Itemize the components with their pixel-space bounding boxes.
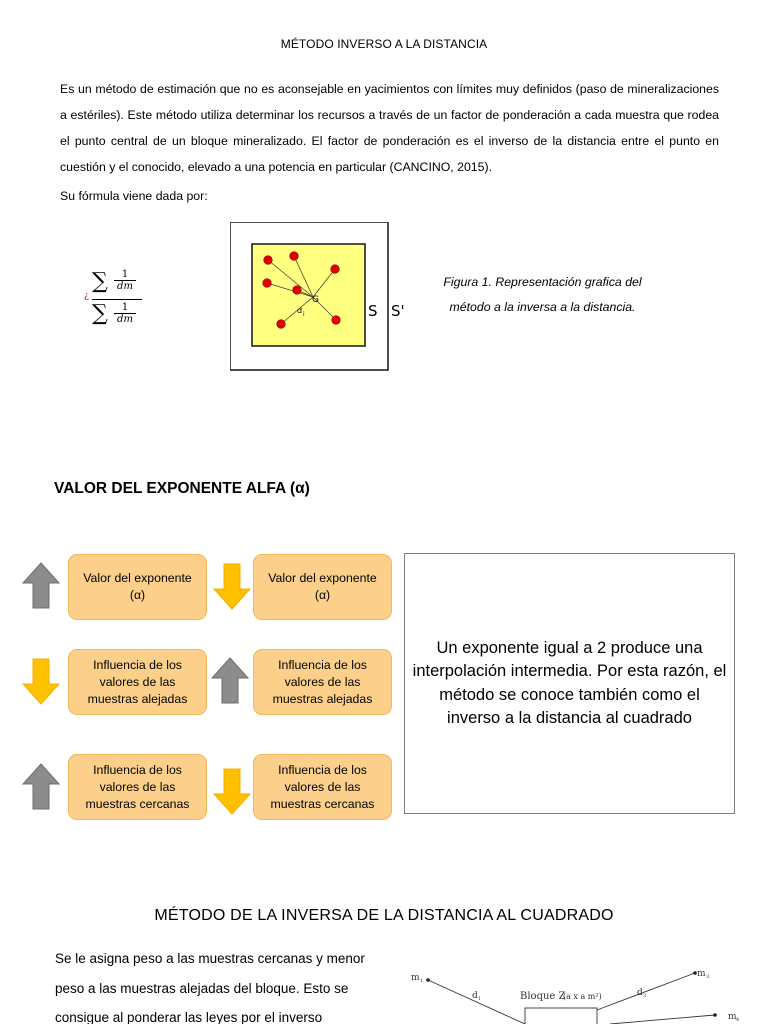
distance-d1-label: d [472, 991, 478, 1001]
formula-sigma-bottom: ∑ [92, 301, 108, 326]
distance-d3-label: d [637, 988, 643, 998]
alpha-box-left-2: Influencia de los valores de las muestras alejadas [68, 649, 207, 715]
page-title: MÉTODO INVERSO A LA DISTANCIA [280, 37, 488, 51]
figure-label-s: S [368, 302, 378, 320]
sample-m1-label: m [411, 973, 420, 983]
down-arrow-icon [21, 656, 61, 706]
sample-m4-label: m [728, 1012, 737, 1022]
up-arrow-icon [210, 656, 250, 706]
exponent-note-text: Un exponente igual a 2 produce una interpolación intermedia. Por esta razón, el método se conoce también como el inverso a la distancia al cuadrado [412, 638, 727, 727]
formula-label: Su fórmula viene dada por: [60, 189, 208, 203]
up-arrow-icon [21, 762, 61, 812]
formula-dm-top: dm [114, 280, 136, 292]
exponent-note-box [404, 553, 735, 814]
idw-formula [84, 266, 154, 336]
square-section-paragraph: Se le asigna peso a las muestras cercanas y menor peso a las muestras alejadas del bloque. Esto se consigue al ponderar las leyes por el inverso [55, 951, 365, 1024]
sample-m3-label: m [697, 969, 706, 979]
alpha-box-right-2: Influencia de los valores de las muestras alejadas [253, 649, 392, 715]
formula-sigma-top: ∑ [92, 269, 108, 294]
formula-prefix: ¿ [84, 291, 89, 301]
sample-m4-sub: 4 [736, 1017, 740, 1023]
formula-dm-bottom: dm [114, 313, 136, 325]
up-arrow-icon [21, 561, 61, 611]
formula-main-bar [92, 299, 142, 300]
alpha-box-left-1: Valor del exponente (α) [68, 554, 207, 620]
alpha-box-right-1: Valor del exponente (α) [253, 554, 392, 620]
distance-d1-sub: 1 [478, 996, 482, 1002]
distance-d3-sub: 3 [643, 993, 647, 999]
block-z-diagram [400, 960, 760, 1024]
figure-label-g: G [312, 295, 319, 305]
alpha-box-right-3: Influencia de los valores de las muestras cercanas [253, 754, 392, 820]
down-arrow-icon [212, 766, 252, 816]
formula-fraction-bottom [114, 302, 136, 325]
figure-1-diagram [230, 222, 430, 372]
figure-1-caption: Figura 1. Representación grafica del método a la inversa a la distancia. [443, 275, 642, 314]
formula-one-top: 1 [121, 269, 129, 280]
intro-paragraph: Es un método de estimación que no es aconsejable en yacimientos con límites muy definidos (paso de mineralizaciones a estériles). Este método utiliza determinar los recursos a través de un factor de ponderación a cada muestra que rodea el punto central de un bloque mineralizado. El factor de ponderación es el inverso de la distancia entre el punto en cuestión y el conocido, elevado a una potencia en particular (CANCINO, 2015). [60, 82, 719, 174]
formula-fraction-top [114, 269, 136, 292]
figure-label-s-prime: S' [391, 302, 405, 320]
figure-label-d: d [297, 306, 303, 315]
figure-label-i: i [303, 311, 305, 318]
alpha-section-heading: VALOR DEL EXPONENTE ALFA (α) [54, 480, 310, 497]
sample-m1-sub: 1 [420, 978, 424, 984]
alpha-box-left-3: Influencia de los valores de las muestras cercanas [68, 754, 207, 820]
formula-one-bottom: 1 [121, 302, 129, 313]
block-z-label: Bloque Z [520, 991, 566, 1002]
block-z-dims: (a x a m²) [563, 992, 602, 1001]
sample-m3-sub: 3 [706, 974, 710, 980]
down-arrow-icon [212, 561, 252, 611]
square-section-heading: MÉTODO DE LA INVERSA DE LA DISTANCIA AL CUADRADO [154, 907, 614, 924]
